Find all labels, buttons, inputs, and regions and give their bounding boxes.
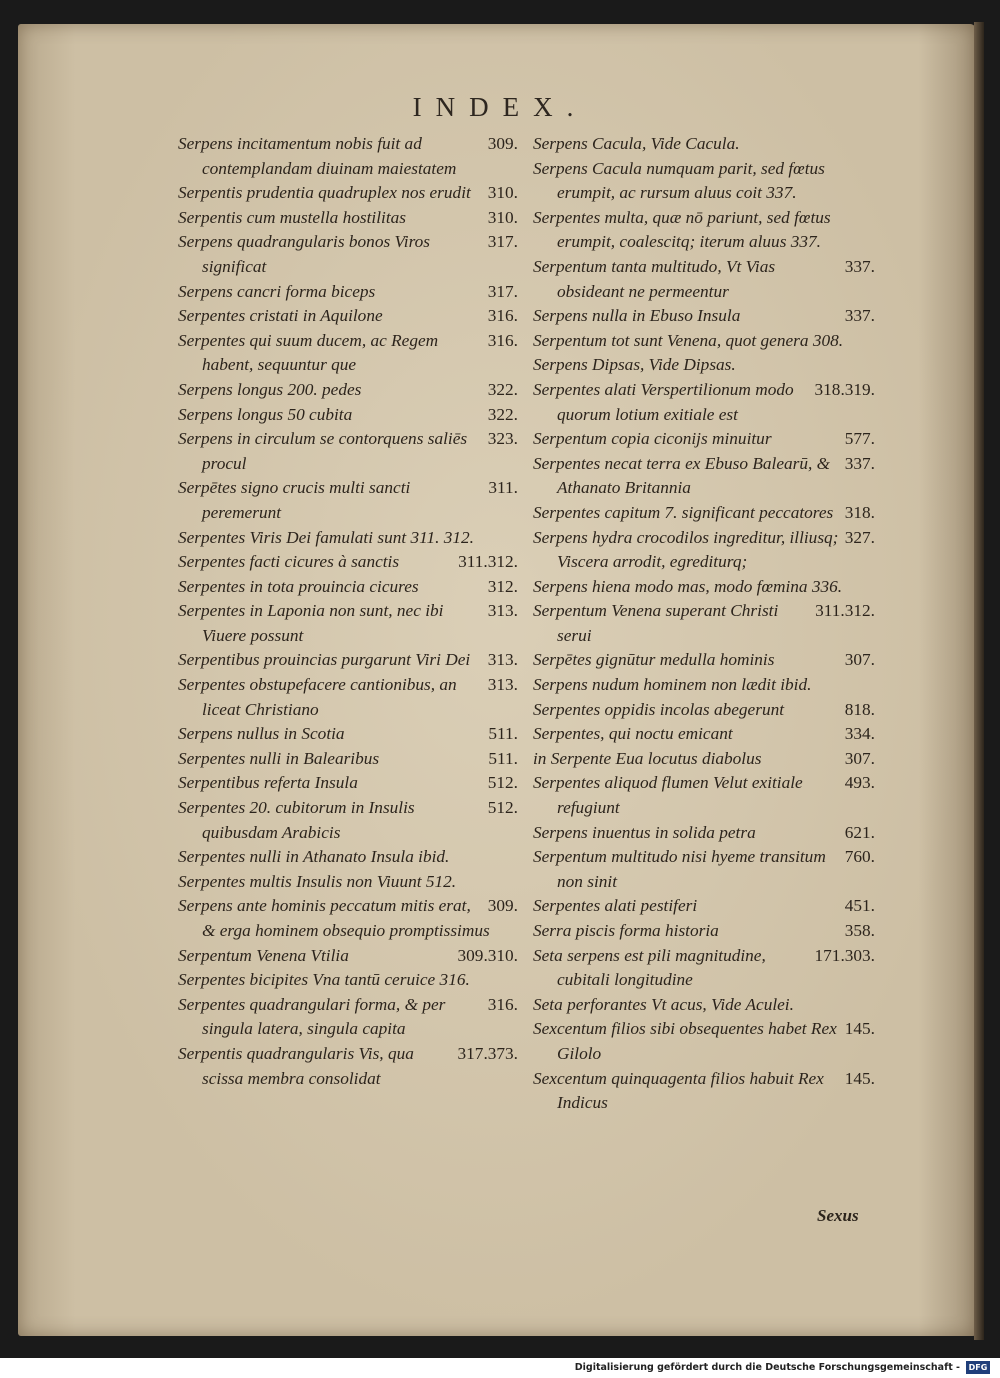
- entry-text: Serpentes facti cicures à sanctis: [178, 552, 400, 572]
- entry-text: Serpentibus referta Insula: [178, 773, 358, 793]
- entry-text: Serpens longus 200. pedes: [178, 379, 362, 399]
- index-entry: [533, 132, 875, 157]
- digitization-footer: [0, 1358, 1000, 1378]
- index-entry: [178, 771, 518, 796]
- page-reference: 309.310.: [457, 945, 518, 965]
- page-reference: 313.: [487, 675, 518, 695]
- entry-text: Serpentum Venena Vtilia: [178, 945, 349, 965]
- page-reference: 309.: [487, 896, 518, 916]
- index-entry: [178, 722, 518, 747]
- entry-text: Seta perforantes Vt acus, Vide Aculei.: [533, 994, 794, 1014]
- page-reference: 512.: [487, 773, 518, 793]
- index-entry: [178, 181, 518, 206]
- entry-text: Serpentes nulli in Balearibus: [178, 748, 380, 768]
- entry-text: Serpentum Venena superant Christi serui: [533, 601, 779, 645]
- entry-text: Serpentibus prouincias purgarunt Viri Dei: [178, 650, 471, 670]
- entry-text: Serpentes quadrangulari forma, & per singula latera, singula capita: [178, 994, 446, 1039]
- index-entry: [533, 378, 875, 427]
- index-column-left: [178, 132, 518, 1091]
- entry-text: Serpentes Viris Dei famulati sunt 311. 312.: [178, 527, 474, 547]
- page-reference: 317.373.: [457, 1043, 518, 1063]
- entry-text: Serpens quadrangularis bonos Viros significat: [178, 232, 431, 276]
- page-reference: 317.: [487, 281, 518, 301]
- entry-text: Serpentes necat terra ex Ebuso Balearū, & Athanato Britannia: [533, 453, 831, 498]
- page-reference: 760.: [844, 847, 875, 867]
- entry-text: Serpentum tanta multitudo, Vt Vias obsideant ne permeentur: [533, 256, 776, 301]
- entry-text: Serpentes multis Insulis non Viuunt 512.: [178, 871, 457, 891]
- entry-text: Serpētes signo crucis multi sancti peremerunt: [178, 478, 411, 522]
- index-entry: [178, 796, 518, 845]
- page-reference: 311.: [488, 478, 518, 498]
- index-entry: [178, 747, 518, 772]
- index-entry: [533, 575, 875, 600]
- index-entry: [533, 919, 875, 944]
- page-reference: 322.: [487, 404, 518, 424]
- index-entry: [178, 403, 518, 428]
- index-entry: [533, 747, 875, 772]
- index-entry: [533, 894, 875, 919]
- page-reference: 511.: [488, 748, 518, 768]
- page-reference: 621.: [844, 822, 875, 842]
- entry-text: Serpentes multa, quæ nō pariunt, sed fœtus erumpit, coalescitq; iterum aluus 337.: [533, 207, 831, 252]
- index-entry: [178, 845, 518, 870]
- index-entry: [533, 722, 875, 747]
- entry-text: Serpentes oppidis incolas abegerunt: [533, 699, 785, 719]
- index-entry: [178, 575, 518, 600]
- page-reference: 171.303.: [814, 945, 875, 965]
- entry-text: Serpentis cum mustella hostilitas: [178, 207, 407, 227]
- entry-text: Serpentum multitudo nisi hyeme transitum non sinit: [533, 847, 826, 891]
- index-entry: [533, 329, 875, 354]
- page-reference: 317.: [487, 232, 518, 252]
- entry-text: in Serpente Eua locutus diabolus: [533, 748, 762, 768]
- index-entry: [178, 968, 518, 993]
- index-entry: [178, 673, 518, 722]
- entry-text: Serpens hydra crocodilos ingreditur, illiusq; Viscera arrodit, egrediturq;: [533, 527, 839, 572]
- index-entry: [178, 894, 518, 943]
- index-entry: [533, 353, 875, 378]
- page-reference: 337.: [844, 306, 875, 326]
- page-reference: 316.: [487, 994, 518, 1014]
- dfg-logo: DFG: [966, 1361, 990, 1374]
- entry-text: Serpentes alati pestiferi: [533, 896, 698, 916]
- page-reference: 145.: [844, 1019, 875, 1039]
- page-reference: 311.312.: [815, 601, 875, 621]
- page-reference: 337.: [844, 256, 875, 276]
- entry-text: Serpens inuentus in solida petra: [533, 822, 756, 842]
- entry-text: Serpentum copia ciconijs minuitur: [533, 429, 772, 449]
- entry-text: Serpentes aliquod flumen Velut exitiale refugiunt: [533, 773, 803, 818]
- page-reference: 310.: [487, 207, 518, 227]
- page-reference: 309.: [487, 134, 518, 153]
- index-entry: [178, 378, 518, 403]
- index-column-right: [533, 132, 875, 1116]
- entry-text: Seta serpens est pili magnitudine, cubitali longitudine: [533, 945, 766, 990]
- entry-text: Serpentes in tota prouincia cicures: [178, 576, 419, 596]
- entry-text: Serpens Cacula, Vide Cacula.: [533, 134, 740, 153]
- entry-text: Serpentes, qui noctu emicant: [533, 724, 733, 744]
- index-entry: [533, 304, 875, 329]
- index-entry: [533, 526, 875, 575]
- index-entry: [178, 599, 518, 648]
- entry-text: Serpens incitamentum nobis fuit ad contemplandam diuinam maiestatem: [178, 134, 457, 178]
- index-entry: [178, 132, 518, 181]
- entry-text: Serpentis quadrangularis Vis, qua scissa membra consolidat: [178, 1043, 414, 1088]
- index-entry: [533, 501, 875, 526]
- entry-text: Serpentes bicipites Vna tantū ceruice 316.: [178, 970, 470, 990]
- index-entry: [533, 944, 875, 993]
- index-entry: [533, 427, 875, 452]
- index-entry: [178, 280, 518, 305]
- index-entry: [533, 673, 875, 698]
- index-entry: [178, 526, 518, 551]
- catchword: Sexus: [817, 1206, 859, 1225]
- page-reference: 337.: [844, 453, 875, 473]
- page-reference: 327.: [844, 527, 875, 547]
- index-entry: [178, 648, 518, 673]
- index-entry: [533, 993, 875, 1018]
- page-reference: 451.: [844, 896, 875, 916]
- index-entry: [533, 452, 875, 501]
- index-entry: [178, 1042, 518, 1091]
- index-entry: [533, 1067, 875, 1116]
- page-reference: 334.: [844, 724, 875, 744]
- index-entry: [178, 304, 518, 329]
- entry-text: Serpentes 20. cubitorum in Insulis quibusdam Arabicis: [178, 798, 415, 842]
- entry-text: Serpentis prudentia quadruplex nos erudit: [178, 183, 471, 203]
- entry-text: Serpentes in Laponia non sunt, nec ibi Viuere possunt: [178, 601, 444, 645]
- page-reference: 322.: [487, 379, 518, 399]
- page-reference: 313.: [487, 650, 518, 670]
- index-entry: [178, 476, 518, 525]
- index-entry: [178, 550, 518, 575]
- index-entry: [533, 771, 875, 820]
- entry-text: Serpens in circulum se contorquens saliēs procul: [178, 429, 468, 473]
- index-entry: [178, 230, 518, 279]
- entry-text: Serpens nulla in Ebuso Insula: [533, 306, 741, 326]
- entry-text: Serpens hiena modo mas, modo fœmina 336.: [533, 576, 843, 596]
- entry-text: Serra piscis forma historia: [533, 921, 719, 940]
- index-entry: [178, 944, 518, 969]
- index-entry: [533, 599, 875, 648]
- entry-text: Serpens cancri forma biceps: [178, 281, 376, 301]
- index-entry: [178, 993, 518, 1042]
- index-entry: [178, 427, 518, 476]
- entry-text: Serpentum tot sunt Venena, quot genera 308.: [533, 330, 844, 350]
- entry-text: Sexcentum quinquagenta filios habuit Rex Indicus: [533, 1068, 824, 1113]
- index-entry: [533, 845, 875, 894]
- page-reference: 312.: [487, 576, 518, 596]
- page-reference: 318.319.: [814, 379, 875, 399]
- entry-text: Serpētes gignūtur medulla hominis: [533, 650, 775, 670]
- page-reference: 318.: [844, 502, 875, 522]
- entry-text: Serpentes nulli in Athanato Insula ibid.: [178, 847, 450, 867]
- entry-text: Serpentes alati Verspertilionum modo quorum lotium exitiale est: [533, 379, 794, 424]
- entry-text: Serpens nullus in Scotia: [178, 724, 345, 744]
- page-reference: 577.: [844, 429, 875, 449]
- page-reference: 511.: [488, 724, 518, 744]
- entry-text: Serpentes obstupefacere cantionibus, an liceat Christiano: [178, 675, 457, 719]
- page-reference: 145.: [844, 1068, 875, 1088]
- page-edge: [974, 22, 984, 1340]
- page-reference: 311.312.: [458, 552, 518, 572]
- entry-text: Serpens longus 50 cubita: [178, 404, 353, 424]
- page-reference: 307.: [844, 650, 875, 670]
- entry-text: Sexcentum filios sibi obsequentes habet Rex Gilolo: [533, 1019, 837, 1063]
- entry-text: Serpens nudum hominem non lædit ibid.: [533, 675, 812, 695]
- page-reference: 512.: [487, 798, 518, 818]
- page-reference: 818.: [844, 699, 875, 719]
- index-entry: [178, 206, 518, 231]
- entry-text: Serpentes capitum 7. significant peccatores: [533, 502, 834, 522]
- page-reference: 316.: [487, 330, 518, 350]
- index-entry: [178, 870, 518, 895]
- page-reference: 493.: [844, 773, 875, 793]
- index-entry: [533, 1017, 875, 1066]
- page-reference: 358.: [844, 921, 875, 940]
- index-entry: [533, 821, 875, 846]
- page-reference: 310.: [487, 183, 518, 203]
- entry-text: Serpentes qui suum ducem, ac Regem habent, sequuntur que: [178, 330, 439, 375]
- index-entry: [533, 255, 875, 304]
- page-reference: 323.: [487, 429, 518, 449]
- index-entry: [533, 698, 875, 723]
- index-entry: [533, 157, 875, 206]
- footer-credit: Digitalisierung gefördert durch die Deutsche Forschungsgemeinschaft -: [574, 1362, 960, 1373]
- entry-text: Serpens Dipsas, Vide Dipsas.: [533, 355, 736, 375]
- running-head: INDEX.: [412, 92, 588, 122]
- entry-text: Serpentes cristati in Aquilone: [178, 306, 383, 326]
- index-entry: [533, 648, 875, 673]
- index-entry: [533, 206, 875, 255]
- page-reference: 307.: [844, 748, 875, 768]
- page-reference: 313.: [487, 601, 518, 621]
- entry-text: Serpens ante hominis peccatum mitis erat, & erga hominem obsequio promptissimus: [178, 896, 490, 940]
- index-entry: [178, 329, 518, 378]
- entry-text: Serpens Cacula numquam parit, sed fœtus erumpit, ac rursum aluus coit 337.: [533, 158, 825, 203]
- page-reference: 316.: [487, 306, 518, 326]
